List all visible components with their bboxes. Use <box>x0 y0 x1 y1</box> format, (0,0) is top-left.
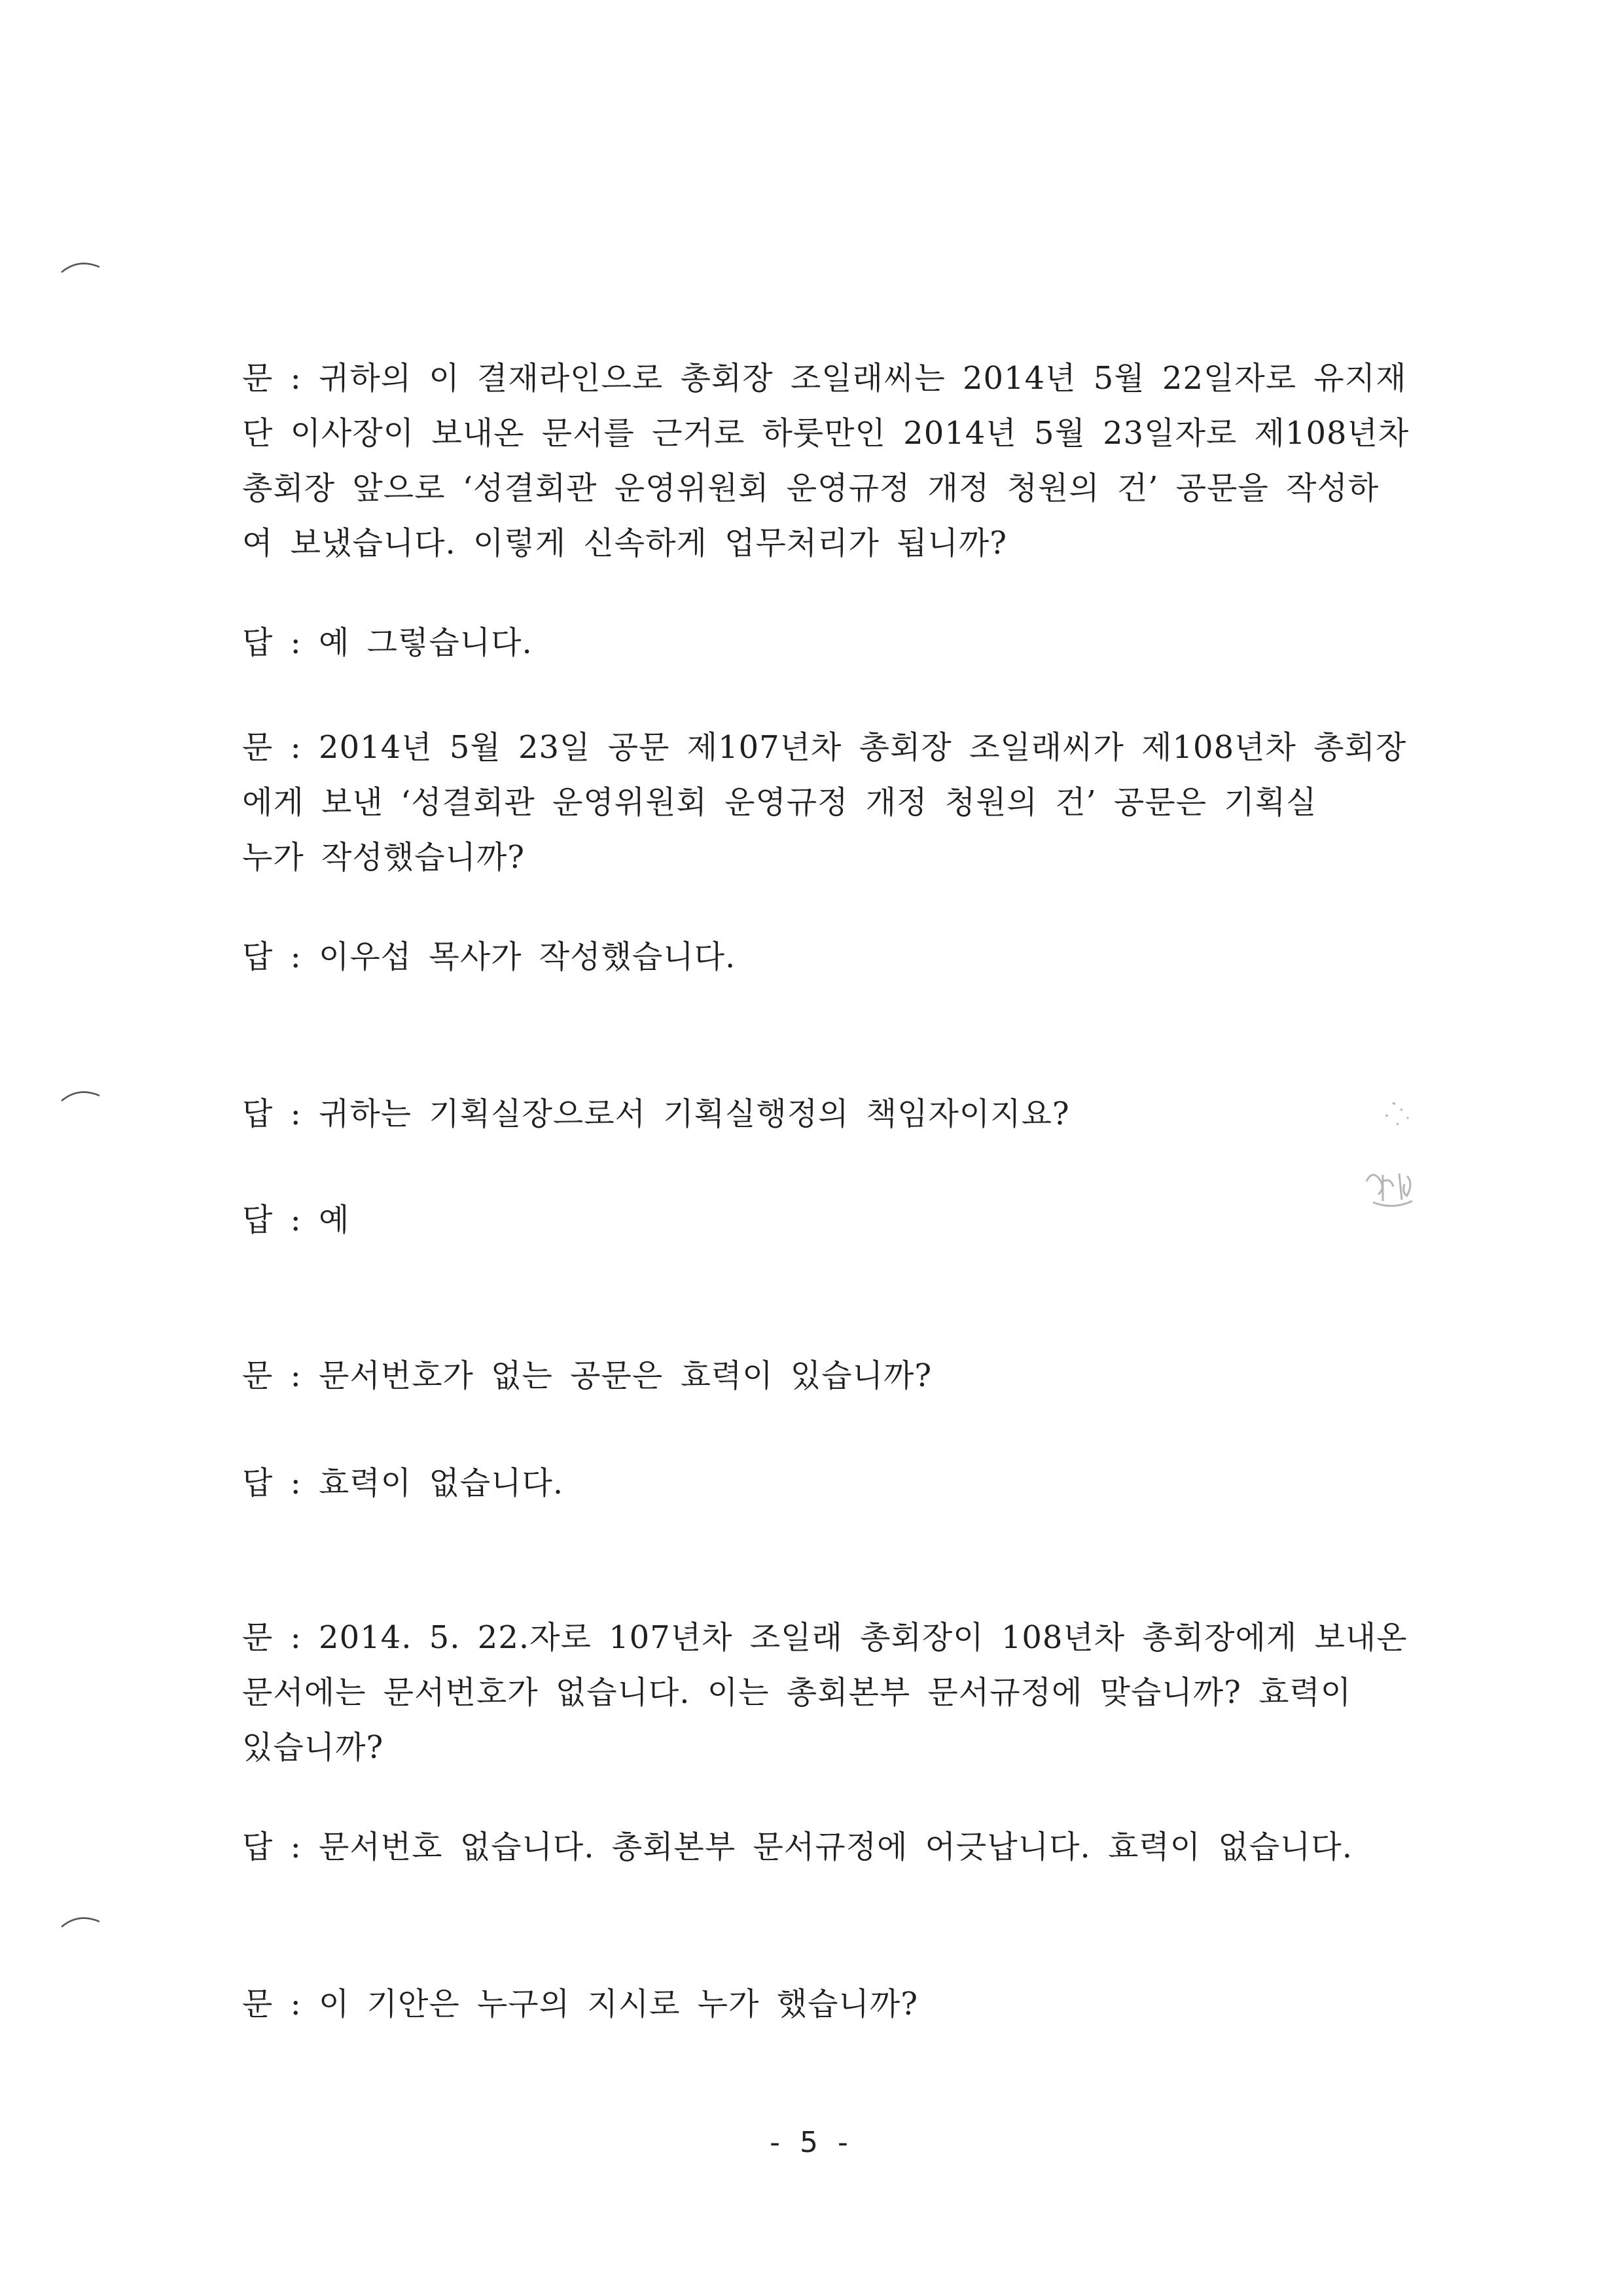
text-line: 단 이사장이 보내온 문서를 근거로 하룻만인 2014년 5월 23일자로 제108년차 <box>242 415 1410 452</box>
question-paragraph <box>242 1348 1410 1403</box>
question-paragraph <box>242 1977 1410 2032</box>
text-line: 답 : 귀하는 기획실장으로서 기획실행정의 책임자이지요? <box>242 1096 1070 1132</box>
text-line: 총회장 앞으로 ‘성결회관 운영위원회 운영규정 개정 청원의 건’ 공문을 작성하 <box>242 470 1380 507</box>
page-number: - 5 - <box>770 2126 853 2159</box>
text-line: 에게 보낸 ‘성결회관 운영위원회 운영규정 개정 청원의 건’ 공문은 기획실 <box>242 784 1317 821</box>
question-paragraph <box>242 351 1410 571</box>
answer-paragraph <box>242 929 1410 984</box>
text-line: 문 : 2014년 5월 23일 공문 제107년차 총회장 조일래씨가 제108년차 총회장 <box>242 729 1407 766</box>
text-line: 문 : 2014. 5. 22.자로 107년차 조일래 총회장이 108년차 총회장에게 보내온 <box>242 1619 1408 1656</box>
text-line: 문 : 문서번호가 없는 공문은 효력이 있습니까? <box>242 1357 933 1394</box>
text-line: 답 : 효력이 없습니다. <box>242 1465 564 1501</box>
punch-hole-mark <box>60 257 101 276</box>
text-line: 누가 작성했습니까? <box>242 839 525 876</box>
answer-paragraph <box>242 1456 1410 1511</box>
text-line: 답 : 예 그렇습니다. <box>242 624 533 661</box>
punch-hole-mark <box>60 1085 101 1105</box>
text-line: 문 : 이 기안은 누구의 지시로 누가 했습니까? <box>242 1986 918 2022</box>
text-line: 있습니까? <box>242 1729 384 1766</box>
answer-paragraph <box>242 1820 1410 1874</box>
punch-hole-mark <box>60 1911 101 1931</box>
text-line: 문서에는 문서번호가 없습니다. 이는 총회본부 문서규정에 맞습니까? 효력이 <box>242 1674 1352 1711</box>
question-paragraph <box>242 1610 1410 1775</box>
question-paragraph <box>242 720 1410 885</box>
answer-paragraph <box>242 615 1410 670</box>
text-line: 답 : 예 <box>242 1202 350 1238</box>
text-line: 답 : 문서번호 없습니다. 총회본부 문서규정에 어긋납니다. 효력이 없습니다. <box>242 1829 1353 1865</box>
text-line: 여 보냈습니다. 이렇게 신속하게 업무처리가 됩니까? <box>242 525 1008 562</box>
question-paragraph <box>242 1086 1410 1141</box>
text-line: 답 : 이우섭 목사가 작성했습니다. <box>242 939 736 975</box>
answer-paragraph <box>242 1193 1410 1247</box>
text-line: 문 : 귀하의 이 결재라인으로 총회장 조일래씨는 2014년 5월 22일자로 유지재 <box>242 360 1407 397</box>
